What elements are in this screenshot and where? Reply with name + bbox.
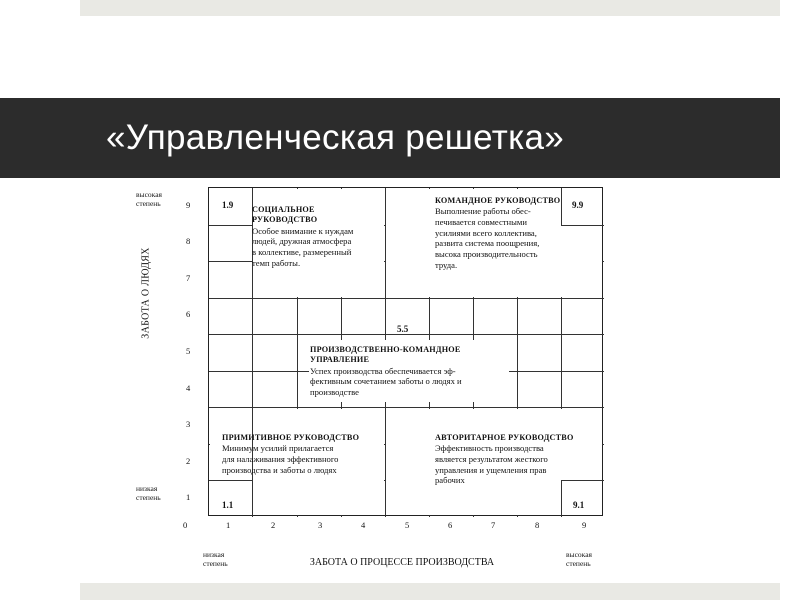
x-tick: 6 bbox=[448, 520, 453, 530]
x-axis-low-label-line: низкая bbox=[203, 550, 225, 559]
style-social-block bbox=[252, 205, 353, 268]
style-description-line: темп работы. bbox=[252, 257, 301, 268]
y-tick: 5 bbox=[186, 346, 191, 356]
x-axis-high-label-line: высокая bbox=[566, 550, 592, 559]
style-code-9-1: 9.1 bbox=[573, 500, 585, 510]
grid-line bbox=[209, 225, 253, 226]
x-tick: 3 bbox=[318, 520, 323, 530]
style-description-line: рабочих bbox=[435, 475, 465, 486]
y-tick: 7 bbox=[186, 273, 191, 283]
style-heading: ПРОИЗВОДСТВЕННО-КОМАНДНОЕ bbox=[310, 345, 461, 354]
y-axis-high-label bbox=[136, 190, 162, 208]
style-description-line: усилиями всего коллектива, bbox=[435, 227, 537, 238]
style-description-line: Успех производства обеспечивается эф- bbox=[310, 365, 456, 376]
style-heading: КОМАНДНОЕ РУКОВОДСТВО bbox=[435, 196, 561, 205]
style-heading: УПРАВЛЕНИЕ bbox=[310, 355, 370, 365]
style-code-1-1: 1.1 bbox=[222, 500, 234, 510]
style-middle-block bbox=[310, 345, 462, 398]
x-axis-high-label-line: степень bbox=[566, 559, 591, 568]
style-description-line: печивается совместными bbox=[435, 216, 527, 227]
y-axis-low-label bbox=[136, 484, 161, 502]
y-tick: 9 bbox=[186, 200, 191, 210]
y-axis-high-label-line: степень bbox=[136, 199, 161, 208]
grid-line bbox=[209, 480, 253, 481]
x-axis-high-label bbox=[566, 550, 592, 568]
style-description-line: производства и заботы о людях bbox=[222, 464, 337, 475]
y-tick: 8 bbox=[186, 236, 191, 246]
style-description-line: труда. bbox=[435, 259, 458, 270]
style-description-line: в коллективе, размеренный bbox=[252, 246, 352, 257]
style-description-line: производстве bbox=[310, 386, 359, 397]
style-team-block bbox=[435, 196, 560, 271]
style-description-line: для налаживания эффективного bbox=[222, 453, 339, 464]
style-description-line: является результатом жесткого bbox=[435, 453, 548, 464]
grid-line bbox=[385, 188, 386, 298]
x-tick: 8 bbox=[535, 520, 540, 530]
grid-line bbox=[209, 334, 604, 335]
style-description-line: Эффективность производства bbox=[435, 443, 544, 454]
x-tick: 4 bbox=[361, 520, 366, 530]
grid-line bbox=[561, 225, 604, 226]
x-tick: 9 bbox=[582, 520, 587, 530]
x-tick: 7 bbox=[491, 520, 496, 530]
style-description-line: Особое внимание к нуждам bbox=[252, 225, 354, 236]
style-heading: РУКОВОДСТВО bbox=[252, 215, 318, 225]
grid-line bbox=[209, 261, 253, 262]
style-authoritarian-block bbox=[435, 433, 574, 486]
style-description-line: Выполнение работы обес- bbox=[435, 206, 531, 217]
y-tick: 1 bbox=[186, 492, 191, 502]
y-axis-low-label-line: степень bbox=[136, 493, 161, 502]
y-axis-title: ЗАБОТА О ЛЮДЯХ bbox=[140, 247, 152, 339]
style-code-9-9: 9.9 bbox=[572, 200, 584, 210]
grid-line bbox=[209, 407, 604, 408]
style-description-line: фективным сочетанием заботы о людях и bbox=[310, 376, 462, 387]
grid-line bbox=[561, 188, 562, 225]
bottom-decorative-strip bbox=[80, 583, 780, 600]
y-tick: 3 bbox=[186, 419, 191, 429]
y-axis-high-label-line: высокая bbox=[136, 190, 162, 199]
style-description-line: управления и ущемления прав bbox=[435, 464, 547, 475]
style-description-line: Минимум усилий прилагается bbox=[222, 443, 334, 454]
style-heading: СОЦИАЛЬНОЕ bbox=[252, 205, 315, 214]
grid-line bbox=[209, 298, 604, 299]
x-axis-low-label-line: степень bbox=[203, 559, 228, 568]
style-primitive-block bbox=[222, 433, 359, 475]
style-description-line: высока производительность bbox=[435, 249, 538, 260]
x-tick: 2 bbox=[271, 520, 276, 530]
y-tick: 6 bbox=[186, 309, 191, 319]
x-origin-tick: 0 bbox=[183, 520, 188, 530]
y-axis-low-label-line: низкая bbox=[136, 484, 158, 493]
y-tick: 4 bbox=[186, 383, 191, 393]
style-description-line: людей, дружная атмосфера bbox=[252, 236, 352, 247]
slide-title: «Управленческая решетка» bbox=[106, 118, 564, 157]
y-tick: 2 bbox=[186, 456, 191, 466]
x-axis-low-label bbox=[203, 550, 228, 568]
style-code-1-9: 1.9 bbox=[222, 200, 234, 210]
top-decorative-strip bbox=[80, 0, 780, 16]
style-code-5-5: 5.5 bbox=[397, 324, 409, 334]
style-heading: АВТОРИТАРНОЕ РУКОВОДСТВО bbox=[435, 433, 574, 442]
style-description-line: развита система поощрения, bbox=[435, 238, 540, 249]
x-tick: 1 bbox=[226, 520, 231, 530]
grid-line bbox=[385, 407, 386, 517]
x-axis-title: ЗАБОТА О ПРОЦЕССЕ ПРОИЗВОДСТВА bbox=[309, 557, 495, 568]
style-heading: ПРИМИТИВНОЕ РУКОВОДСТВО bbox=[222, 433, 360, 442]
x-tick: 5 bbox=[405, 520, 410, 530]
